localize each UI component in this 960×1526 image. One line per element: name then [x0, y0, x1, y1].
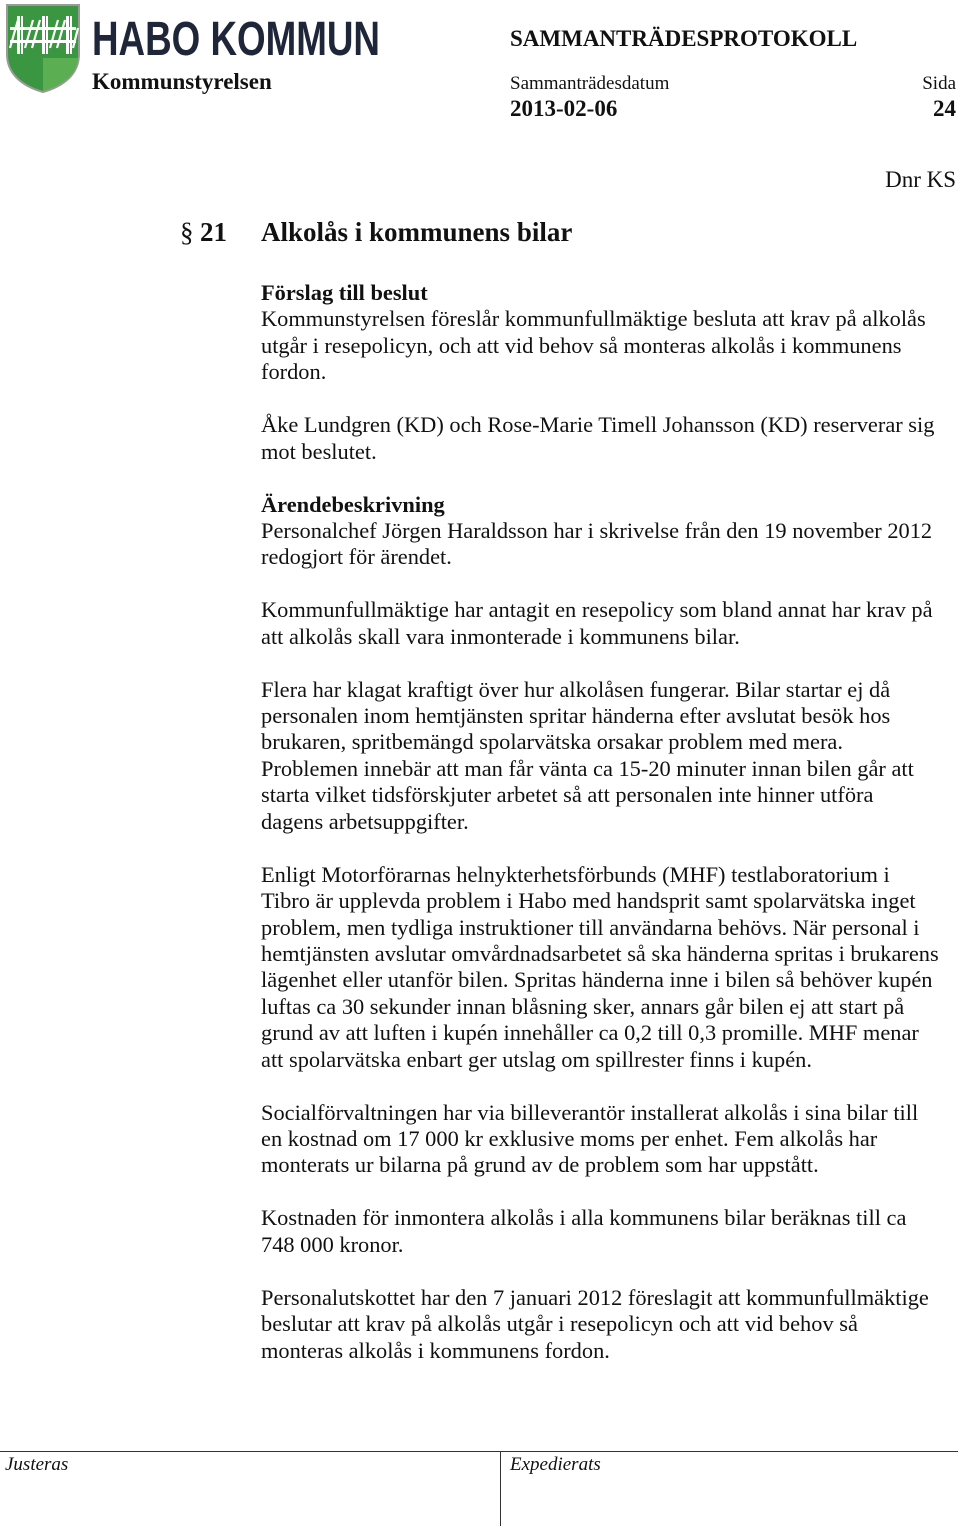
paragraph-line: fordon. [261, 359, 327, 385]
proposal-heading: Förslag till beslut [261, 280, 428, 305]
paragraph-line: beslutar att krav på alkolås utgår i resepolicyn och att vid behov så [261, 1311, 858, 1337]
section-number: 21 [200, 217, 227, 247]
reference-number: Dnr KS [885, 167, 956, 192]
paragraph [261, 1285, 939, 1364]
meeting-date: 2013-02-06 [510, 96, 618, 121]
paragraph-line: att alkolås skall vara inmonterade i kommunens bilar. [261, 623, 740, 649]
paragraph-line: att spolarvätska enbart ger utslag om spillrester finns i kupén. [261, 1046, 812, 1072]
paragraph-line: Tibro är upplevda problem i Habo med handsprit samt spolarvätska inget [261, 888, 916, 914]
paragraph-line: problem, men tydliga instruktioner till användarna behövs. När personal i [261, 914, 920, 940]
paragraph-line: Problemen innebär att man får vänta ca 15-20 minuter innan bilen går att [261, 755, 914, 781]
paragraph-line: hemtjänsten avslutar omvårdnadsarbetet så ska händerna spritas i brukarens [261, 940, 939, 966]
paragraph-line: 748 000 kronor. [261, 1231, 404, 1257]
paragraph [261, 862, 939, 1074]
paragraph-line: Kostnaden för inmontera alkolås i alla kommunens bilar beräknas till ca [261, 1205, 907, 1231]
paragraph-line: Flera har klagat kraftigt över hur alkolåsen fungerar. Bilar startar ej då [261, 676, 891, 702]
paragraph-line: utgår i resepolicyn, och att vid behov så monteras alkolås i kommunens [261, 332, 902, 358]
paragraph-line: Enligt Motorförarnas helnykterhetsförbunds (MHF) testlaboratorium i [261, 861, 890, 887]
document-body [261, 280, 939, 1390]
footer-justeras-label: Justeras [5, 1454, 69, 1475]
page-label: Sida [922, 73, 956, 94]
description-heading: Ärendebeskrivning [261, 491, 445, 517]
paragraph-line: luftas ca 30 sekunder innan blåsning sker, annars går bilen ej att start på [261, 993, 905, 1019]
section-title: Alkolås i kommunens bilar [261, 217, 573, 247]
paragraph-line: monteras alkolås i kommunens fordon. [261, 1337, 610, 1363]
footer-expedierats-label: Expedierats [510, 1454, 601, 1475]
paragraph [261, 1205, 939, 1258]
habo-coat-of-arms-icon [4, 2, 82, 94]
paragraph-line: starta vilket tidsförskjuter arbetet så att personalen inte hinner utföra [261, 782, 874, 808]
paragraph-line: Kommunstyrelsen föreslår kommunfullmäktige besluta att krav på alkolås [261, 306, 926, 332]
footer-divider [0, 1451, 958, 1452]
paragraph [261, 1100, 939, 1179]
paragraph-line: dagens arbetsuppgifter. [261, 808, 469, 834]
section-symbol: § [180, 217, 194, 247]
paragraph [261, 677, 939, 836]
meeting-date-label: Sammanträdesdatum [510, 73, 670, 94]
protocol-title: SAMMANTRÄDESPROTOKOLL [510, 26, 858, 51]
logo-wordmark: HABO KOMMUN [92, 13, 380, 66]
footer-column-divider [500, 1452, 501, 1526]
paragraph-line: Kommunfullmäktige har antagit en resepolicy som bland annat har krav på [261, 597, 933, 623]
page-number: 24 [933, 96, 956, 121]
paragraph-line: monterats ur bilarna på grund av de problem som har uppstått. [261, 1152, 819, 1178]
paragraph [261, 597, 939, 650]
paragraph-line: personalen inom hemtjänsten spritar händerna efter avslutat besök hos [261, 703, 891, 728]
paragraph-line: brukaren, spritbemängd spolarvätska orsakar problem med mera. [261, 729, 843, 755]
paragraph-line: en kostnad om 17 000 kr exklusive moms per enhet. Fem alkolås har [261, 1126, 878, 1151]
committee-name: Kommunstyrelsen [92, 69, 272, 94]
paragraph-line: lägenhet eller utanför bilen. Spritas händerna inne i bilen så behöver kupén [261, 967, 933, 993]
paragraph [261, 518, 939, 571]
paragraph-line: mot beslutet. [261, 438, 377, 464]
paragraph-line: Personalchef Jörgen Haraldsson har i skrivelse från den 19 november 2012 [261, 517, 933, 543]
paragraph [261, 306, 939, 385]
paragraph-line: Personalutskottet har den 7 januari 2012 föreslagit att kommunfullmäktige [261, 1284, 929, 1310]
paragraph-line: Åke Lundgren (KD) och Rose-Marie Timell Johansson (KD) reserverar sig [261, 412, 935, 438]
paragraph-line: Socialförvaltningen har via billeverantör installerat alkolås i sina bilar till [261, 1099, 919, 1125]
paragraph-line: grund av att luften i kupén innehåller ca 0,2 till 0,3 promille. MHF menar [261, 1020, 919, 1046]
paragraph-line: redogjort för ärendet. [261, 544, 452, 570]
paragraph [261, 412, 939, 465]
